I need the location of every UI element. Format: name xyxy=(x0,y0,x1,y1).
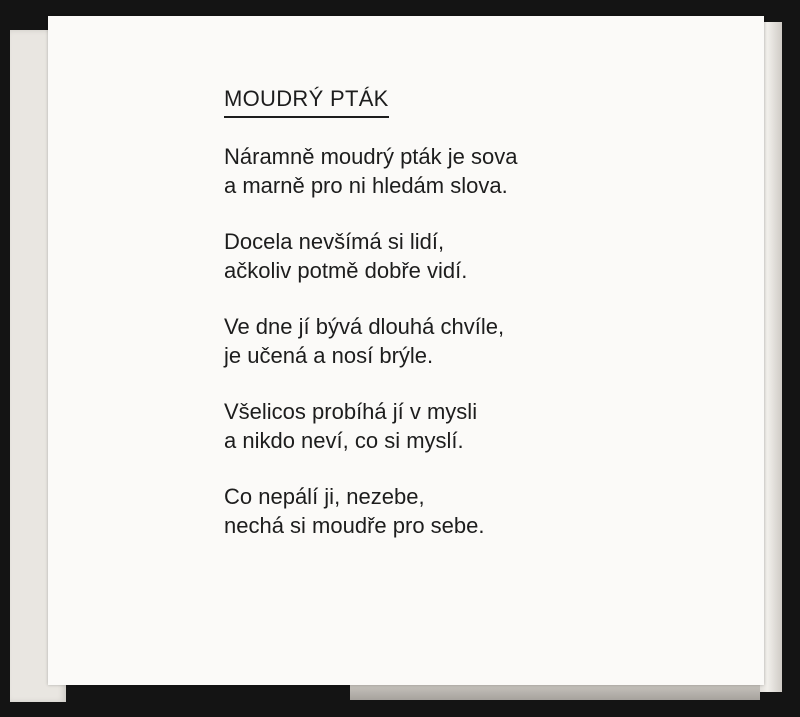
poem-line: je učená a nosí brýle. xyxy=(224,343,434,368)
poem-title: MOUDRÝ PTÁK xyxy=(224,84,389,118)
poem-line: a nikdo neví, co si myslí. xyxy=(224,428,464,453)
stanza-1 xyxy=(224,142,684,200)
poem-line: Ve dne jí bývá dlouhá chvíle, xyxy=(224,314,505,339)
stanza-5 xyxy=(224,482,684,540)
stanza-4 xyxy=(224,397,684,455)
poem-line: a marně pro ni hledám slova. xyxy=(224,173,508,198)
page-stack-bottom-edge xyxy=(350,684,760,700)
stanza-3 xyxy=(224,312,684,370)
poem-line: nechá si moudře pro sebe. xyxy=(224,513,485,538)
poem-line: Co nepálí ji, nezebe, xyxy=(224,484,425,509)
book-page xyxy=(48,16,764,685)
poem-line: Náramně moudrý pták je sova xyxy=(224,144,518,169)
poem-line: ačkoliv potmě dobře vidí. xyxy=(224,258,468,283)
poem-line: Všelicos probíhá jí v mysli xyxy=(224,399,478,424)
poem xyxy=(224,84,684,567)
stanza-2 xyxy=(224,227,684,285)
poem-line: Docela nevšímá si lidí, xyxy=(224,229,445,254)
